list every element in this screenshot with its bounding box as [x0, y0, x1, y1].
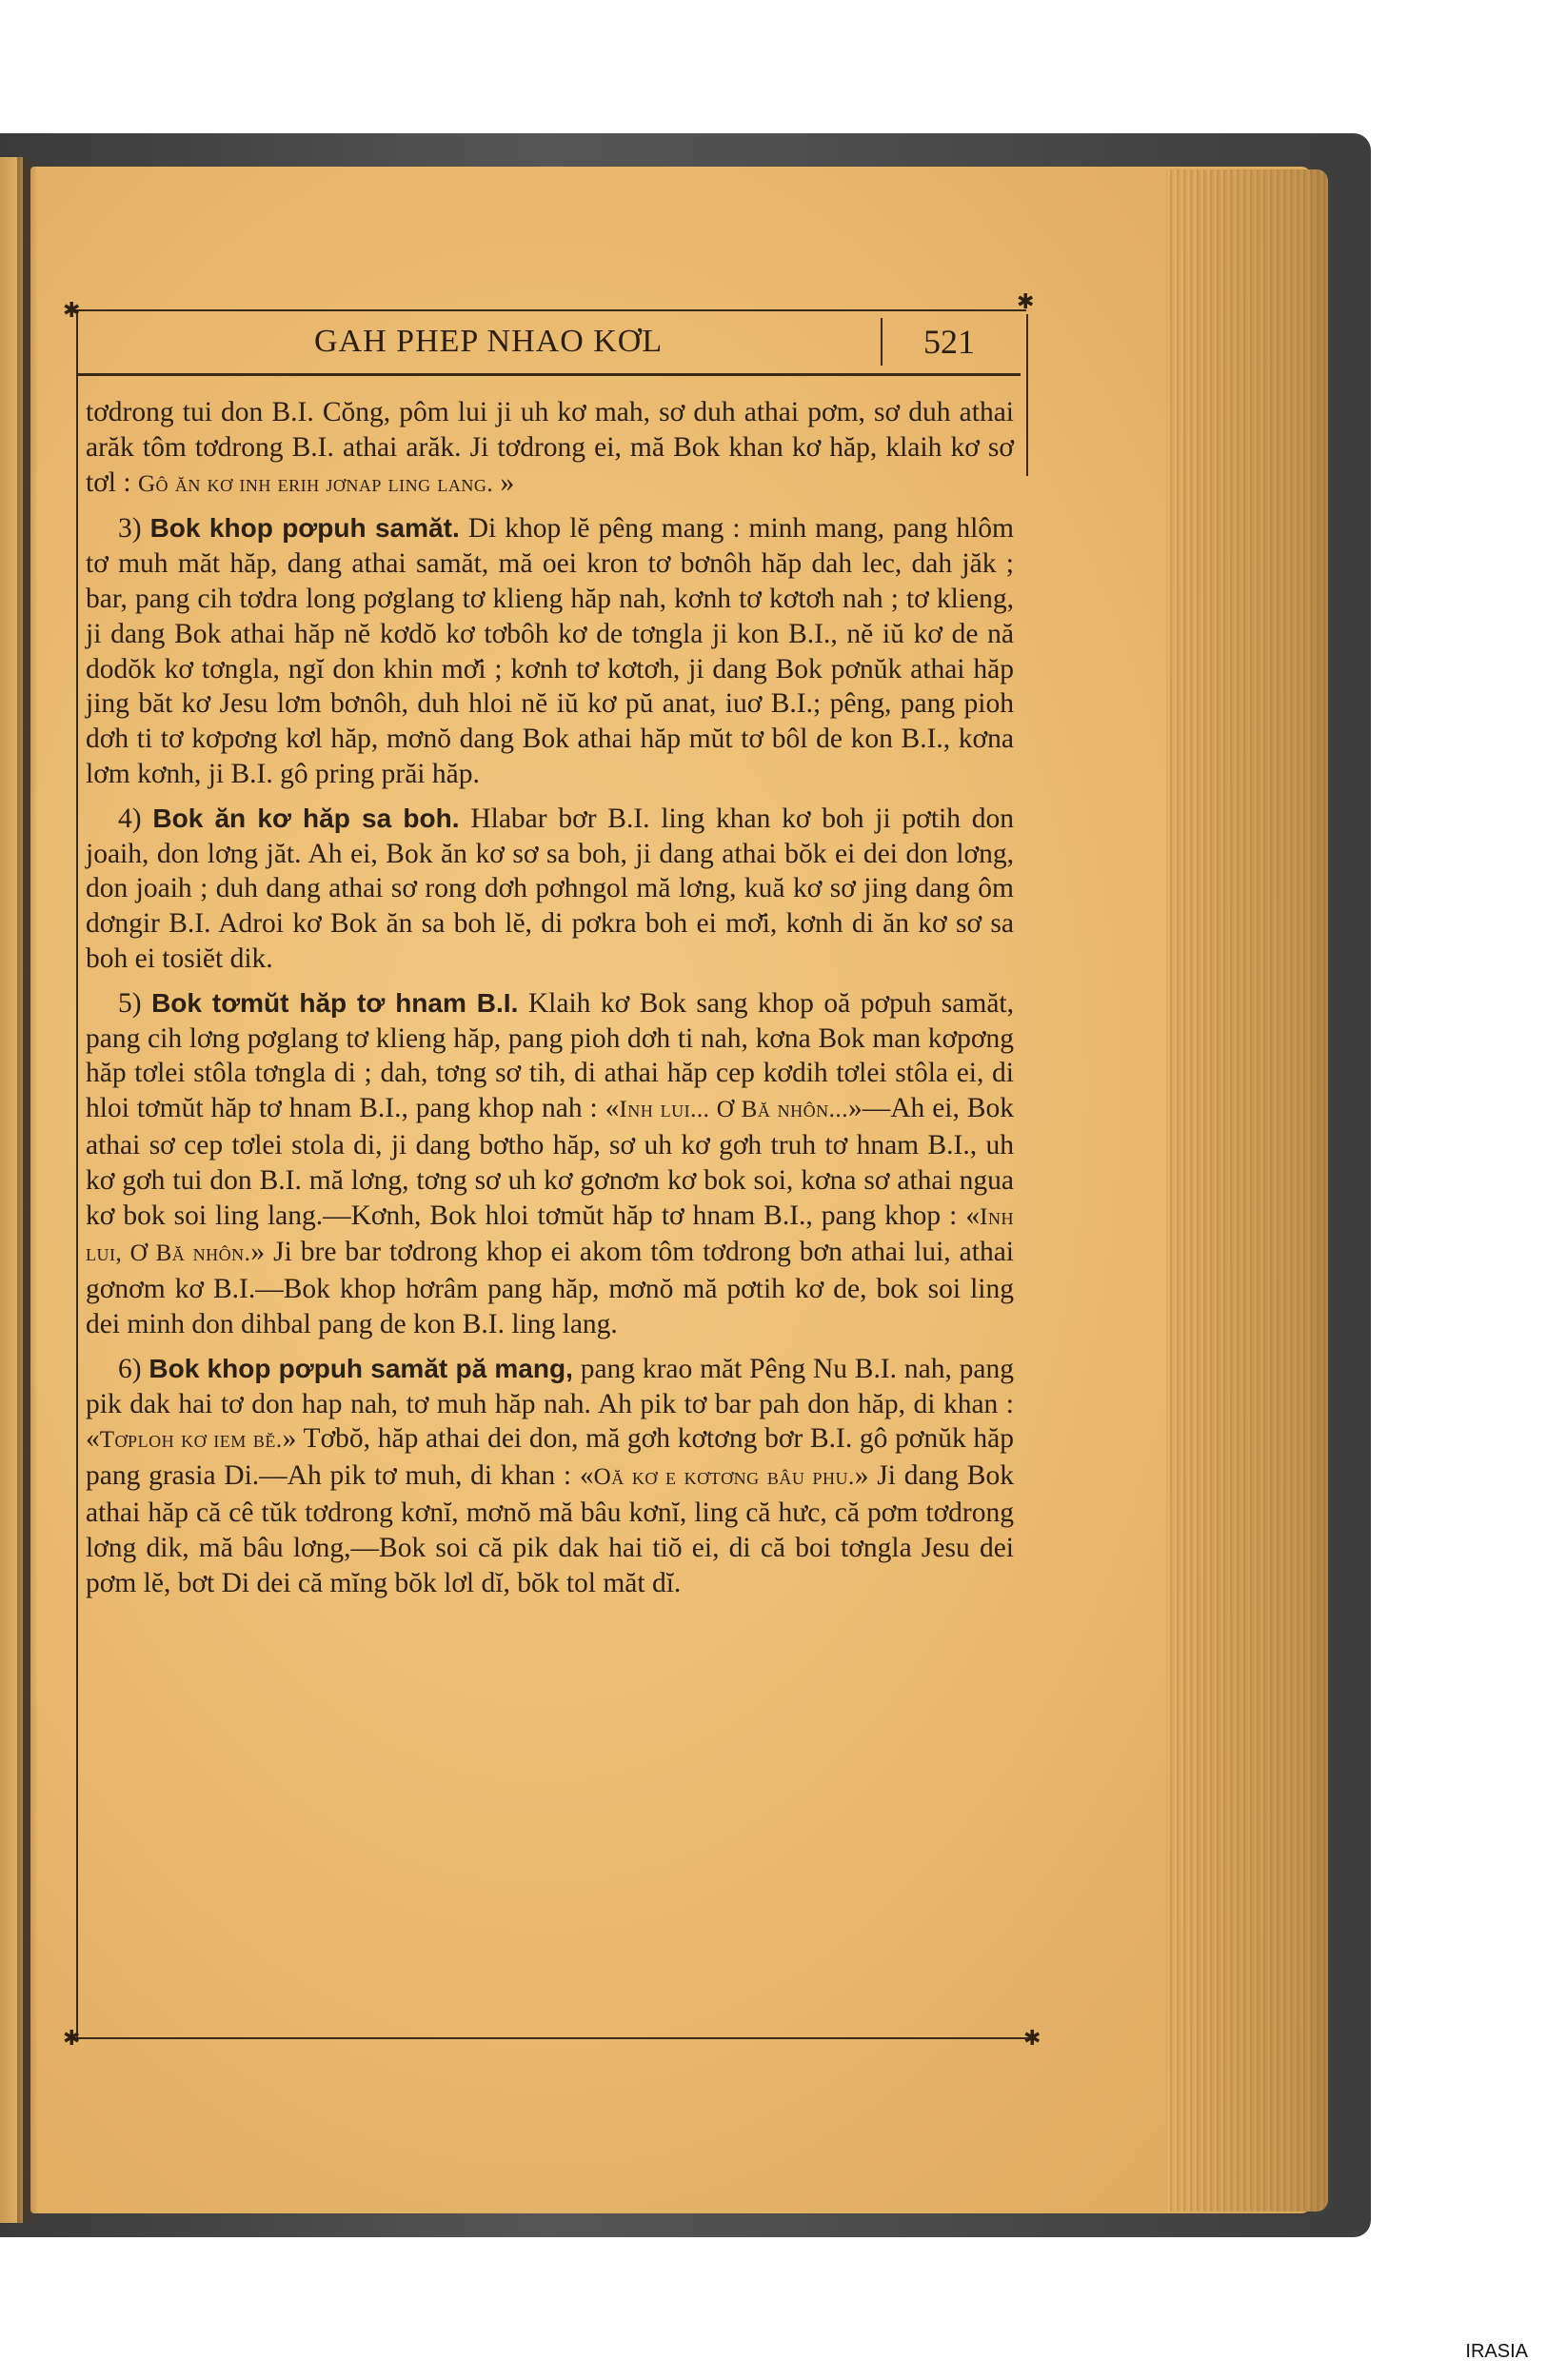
intro-text: tơdrong tui don B.I. Cŏng, pôm lui ji uh kơ mah, sơ duh athai pơm, sơ duh athai arăk tôm tơdrong B.I. athai arăk. Ji tơdrong ei, mă Bok khan kơ hăp, klaih kơ sơ tơl : — [86, 397, 1014, 498]
section-number: 6) — [118, 1353, 142, 1384]
section-body: Hlabar bơr B.I. ling khan kơ boh ji pơtih don joaih, don lơng jăt. Ah ei, Bok ăn kơ sơ sa boh, ji dang athai bŏk ei dei don lơng, don joaih ; duh dang athai sơ rong dơh pơhngol mă lơng, kuă kơ sơ jing dang ôm dơngir B.I. Adroi kơ Bok ăn sa boh lĕ, di pơkra boh ei mơ̆i, kơnh di ăn kơ sơ sa boh ei tosiĕt dik. — [86, 803, 1014, 974]
header-rule — [78, 373, 1021, 376]
section-heading: Bok tơmŭt hăp tơ hnam B.I. — [151, 987, 519, 1018]
section-body: Di khop lĕ pêng mang : minh mang, pang hlôm tơ muh măt hăp, dang athai samăt, mă oei kron tơ bơnôh hăp dah lec, dah jăk ; bar, pang cih tơdra long pơglang tơ klieng hăp nah, kơnh tơ kơtơh nah ; tơ klieng, ji dang Bok athai hăp nĕ kơdŏ kơ tơbôh kơ de tơngla ji kon B.I., nĕ iŭ kơ de nă dodŏk kơ tơngla, ngĭ don khin mơ̆i ; kơnh tơ kơtơh, ji dang Bok pơnŭk athai hăp jing băt kơ Jesu lơm bơnôh, duh hloi nĕ iŭ kơ pŭ anat, iuơ B.I.; pêng, pang pioh dơh ti tơ kơpơng kơl hăp, mơnŏ dang Bok athai hăp mŭt tơ bôl de kon B.I., kơna lơm kơnh, ji B.I. gô pring prăi hăp. — [86, 513, 1014, 789]
top-rule — [74, 309, 1026, 311]
section-3 — [86, 511, 1014, 791]
body-text — [86, 395, 1014, 1600]
section-body: » Tơbŏ, hăp athai dei don, mă gơh kơtơng bơr B.I. gô pơnŭk hăp pang grasia Di.—Ah pik tơ muh, di khan : « — [86, 1423, 1015, 1492]
section-quote: Inh lui, Ơ Bă nhôn. — [86, 1203, 1014, 1267]
spine-shadow — [17, 157, 38, 2223]
page-edge-stack — [1166, 169, 1328, 2211]
section-6 — [86, 1352, 1014, 1601]
source-watermark: IRASIA — [1465, 2341, 1528, 2362]
corner-ornament-icon: ✱ — [1023, 2026, 1041, 2050]
intro-quote: Gô ăn kơ inh erih jơnap ling lang. — [137, 470, 494, 497]
section-4 — [86, 802, 1014, 977]
section-body: pang krao măt Pêng Nu B.I. nah, pang pik dak hai tơ don hap nah, tơ muh hăp nah. Ah pik tơ bar pah don hăp, di khan : « — [86, 1353, 1014, 1455]
intro-paragraph — [86, 395, 1014, 502]
section-5 — [86, 986, 1014, 1342]
section-heading: Bok ăn kơ hăp sa boh. — [152, 803, 460, 833]
corner-ornament-icon: ✱ — [63, 298, 81, 322]
corner-ornament-icon: ✱ — [1017, 289, 1035, 313]
section-quote: Inh lui... Ơ Bă nhôn... — [619, 1097, 848, 1123]
page-number: 521 — [923, 323, 975, 361]
section-body: »—Ah ei, Bok athai sơ cep tơlei stola di, ji dang bơtho hăp, sơ uh kơ gơh truh tơ hnam B.I., uh kơ gơh tui don B.I. mă lơng, tơng sơ uh kơ gơnơm kơ bok soi, kơna sơ athai ngua kơ bok soi ling lang.—Kơnh, Bok hloi tơmŭt hăp tơ hnam B.I., pang khop : « — [86, 1093, 1014, 1231]
section-body: Klaih kơ Bok sang khop oă pơpuh samăt, pang cih lơng pơglang tơ klieng hăp, pang pioh dơh ti nah, kơna Bok man kơpơng hăp tơlei stôla tơngla di ; dah, tơng sơ tih, di athai hăp cep kơdih tơlei stôla ei, di hloi tơmŭt hăp tơ hnam B.I., pang khop nah : « — [86, 987, 1014, 1124]
left-border — [76, 314, 78, 2037]
section-heading: Bok khop pơpuh samăt. — [149, 513, 460, 544]
section-body: » Ji dang Bok athai hăp că cê tŭk tơdrong kơnĭ, mơnŏ mă bâu kơnĭ, ling că hưc, că pơm tơdrong lơng dik, mă bâu lơng,—Bok soi că pik dak hai tiŏ ei, di că boi tơngla Jesu dei pơm lĕ, bơt Di dei că mĭng bŏk lơl dĭ, bŏk tol măt dĭ. — [86, 1460, 1014, 1598]
section-number: 4) — [118, 803, 142, 834]
corner-ornament-icon: ✱ — [63, 2026, 81, 2050]
section-number: 5) — [118, 987, 142, 1019]
bottom-rule — [74, 2037, 1036, 2039]
running-header — [86, 324, 1028, 371]
page-title: GAH PHEP NHAO KƠL — [314, 324, 664, 359]
section-body: » Ji bre bar tơdrong khop ei akom tôm tơdrong bơn athai lui, athai gơnơm kơ B.I.—Bok khop hơrâm pang hăp, mơnŏ mă pơtih kơ de, bok soi ling dei minh don dihbal pang de kon B.I. ling lang. — [86, 1237, 1014, 1339]
intro-quote-end: » — [500, 466, 515, 498]
section-quote: Tơploh kơ iem bĕ. — [99, 1427, 283, 1454]
section-heading: Bok khop pơpuh samăt pă mang, — [149, 1353, 573, 1383]
section-number: 3) — [118, 513, 142, 545]
section-quote: Oă kơ e kơtơng bâu phu. — [593, 1464, 855, 1491]
